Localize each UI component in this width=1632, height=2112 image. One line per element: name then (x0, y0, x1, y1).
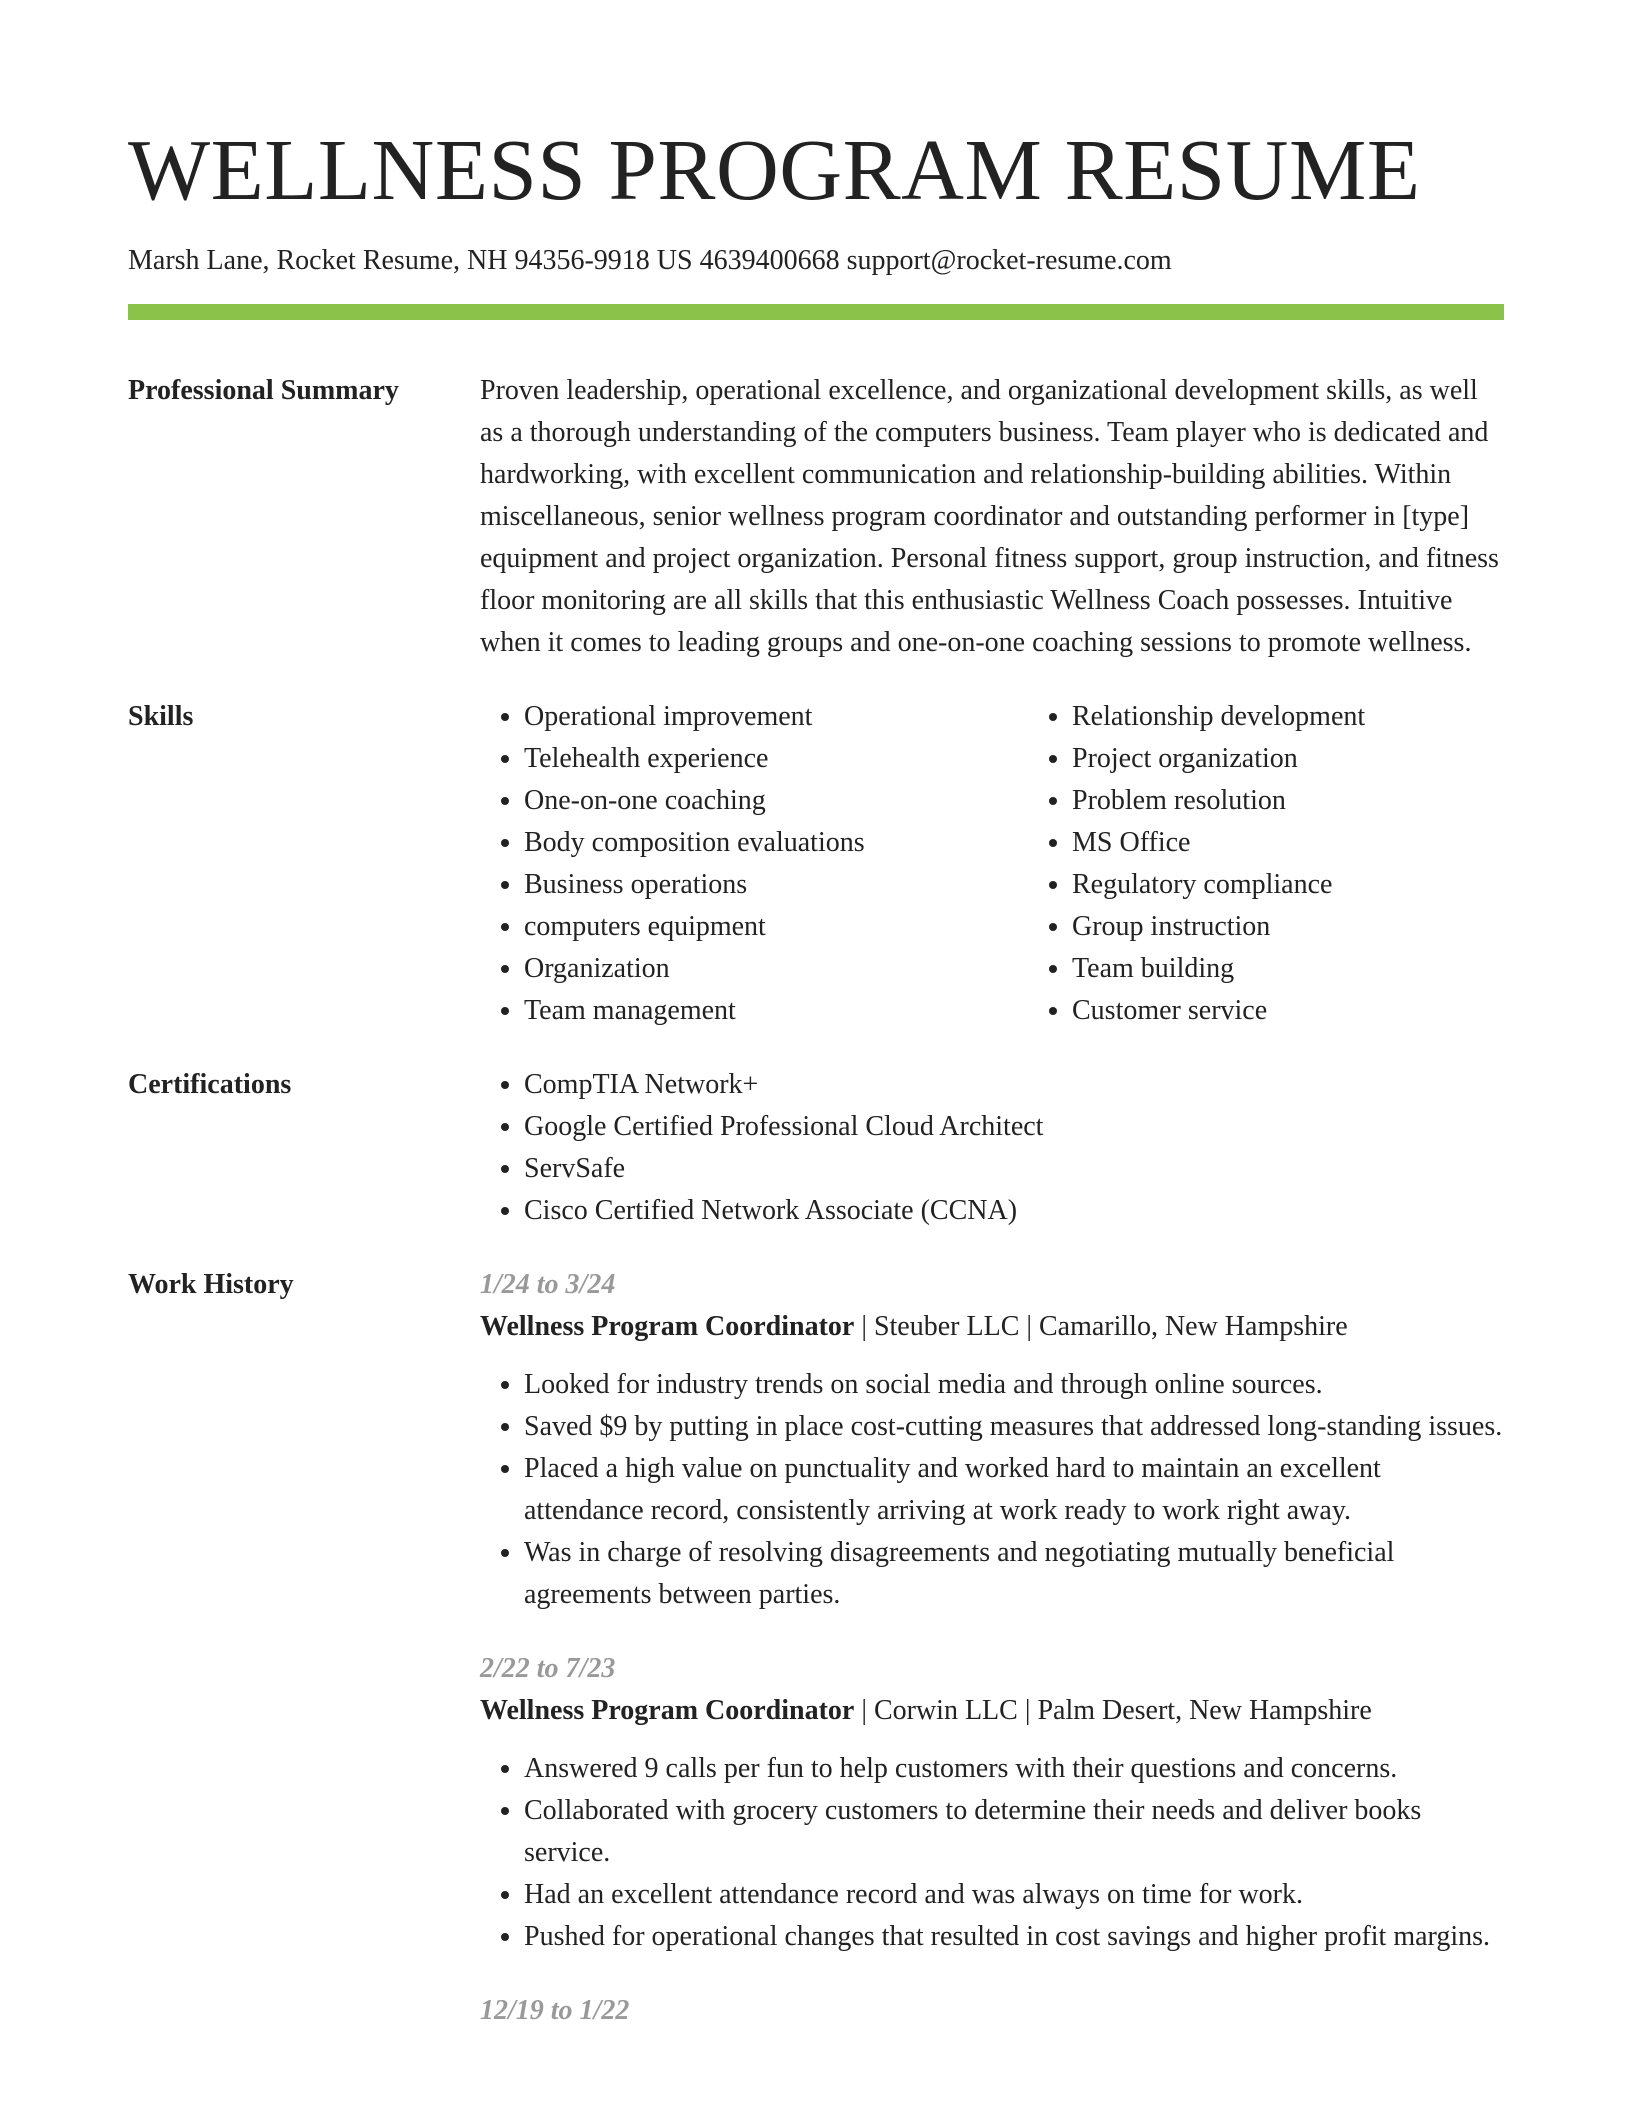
skill-item: • Project organization (1072, 738, 1532, 780)
skills-columns (480, 696, 1504, 1032)
certification-item: • ServSafe (524, 1148, 1504, 1190)
resume-page (128, 0, 1504, 2064)
certification-item: • CompTIA Network+ (524, 1064, 1504, 1106)
job-heading (480, 1306, 1504, 1348)
skill-item: • Team building (1072, 948, 1532, 990)
job-duties-list (480, 1748, 1504, 1958)
skill-item: • Telehealth experience (524, 738, 984, 780)
skill-item: • One-on-one coaching (524, 780, 984, 822)
skill-item: • MS Office (1072, 822, 1532, 864)
section-body (480, 370, 1504, 664)
job-duty-item: • Was in charge of resolving disagreements and negotiating mutually beneficial agreements between parties. (524, 1532, 1504, 1616)
job-heading (480, 1690, 1504, 1732)
skill-item: • Regulatory compliance (1072, 864, 1532, 906)
job-duty-item: • Had an excellent attendance record and was always on time for work. (524, 1874, 1504, 1916)
skill-item: • Organization (524, 948, 984, 990)
contact-line: Marsh Lane, Rocket Resume, NH 94356-9918 US 4639400668 support@rocket-resume.com (128, 245, 1172, 276)
certifications-section (128, 1064, 1504, 1232)
job-duty-item: • Answered 9 calls per fun to help customers with their questions and concerns. (524, 1748, 1504, 1790)
job-duties-list (480, 1364, 1504, 1616)
professional-summary-section (128, 370, 1504, 664)
job-duty-item: • Collaborated with grocery customers to determine their needs and deliver books service. (524, 1790, 1504, 1874)
skill-item: • Group instruction (1072, 906, 1532, 948)
job-title: Wellness Program Coordinator (480, 1695, 855, 1726)
job-company-location: | Steuber LLC | Camarillo, New Hampshire (854, 1311, 1348, 1342)
accent-divider (128, 304, 1504, 320)
skill-item: • computers equipment (524, 906, 984, 948)
certifications-list (480, 1064, 1504, 1232)
certification-item: • Google Certified Professional Cloud Architect (524, 1106, 1504, 1148)
job-duty-item: • Placed a high value on punctuality and worked hard to maintain an excellent attendance record, consistently arriving at work ready to work right away. (524, 1448, 1504, 1532)
skills-list-left (480, 696, 984, 1032)
resume-title: WELLNESS PROGRAM RESUME (128, 121, 1421, 218)
job-entry (480, 1648, 1504, 1958)
section-label: Skills (128, 701, 194, 732)
skills-section (128, 696, 1504, 1032)
skill-item: • Team management (524, 990, 984, 1032)
work-history-section (128, 1264, 1504, 2064)
job-title: Wellness Program Coordinator (480, 1311, 855, 1342)
skill-item: • Operational improvement (524, 696, 984, 738)
skill-item: • Relationship development (1072, 696, 1532, 738)
job-duty-item: • Pushed for operational changes that resulted in cost savings and higher profit margins. (524, 1916, 1504, 1958)
job-dates: 12/19 to 1/22 (480, 1995, 630, 2026)
skill-item: • Customer service (1072, 990, 1532, 1032)
section-body (480, 1064, 1504, 1232)
job-duty-item: • Saved $9 by putting in place cost-cutting measures that addressed long-standing issues. (524, 1406, 1504, 1448)
skill-item: • Body composition evaluations (524, 822, 984, 864)
skill-item: • Business operations (524, 864, 984, 906)
jobs-container (480, 1264, 1504, 2064)
section-label: Work History (128, 1269, 294, 1300)
certification-item: • Cisco Certified Network Associate (CCNA) (524, 1190, 1504, 1232)
section-body (480, 696, 1504, 1032)
skill-item: • Problem resolution (1072, 780, 1532, 822)
job-dates: 2/22 to 7/23 (480, 1653, 616, 1684)
job-dates: 1/24 to 3/24 (480, 1269, 616, 1300)
section-label: Certifications (128, 1069, 292, 1100)
section-label: Professional Summary (128, 375, 399, 406)
job-duty-item: • Looked for industry trends on social media and through online sources. (524, 1364, 1504, 1406)
job-entry (480, 1990, 1504, 2032)
job-company-location: | Corwin LLC | Palm Desert, New Hampshire (854, 1695, 1372, 1726)
summary-text: Proven leadership, operational excellence, and organizational development skills, as well as a thorough understanding of the computers business. Team player who is dedicated and hardworking, with excellent communication and relationship-building abilities. Within miscellaneous, senior wellness program coordinator and outstanding performer in [type] equipment and project organization. Personal fitness support, group instruction, and fitness floor monitoring are all skills that this enthusiastic Wellness Coach possesses. Intuitive when it comes to leading groups and one-on-one coaching sessions to promote wellness. (480, 375, 1499, 658)
job-entry (480, 1264, 1504, 1616)
skills-list-right (1028, 696, 1532, 1032)
